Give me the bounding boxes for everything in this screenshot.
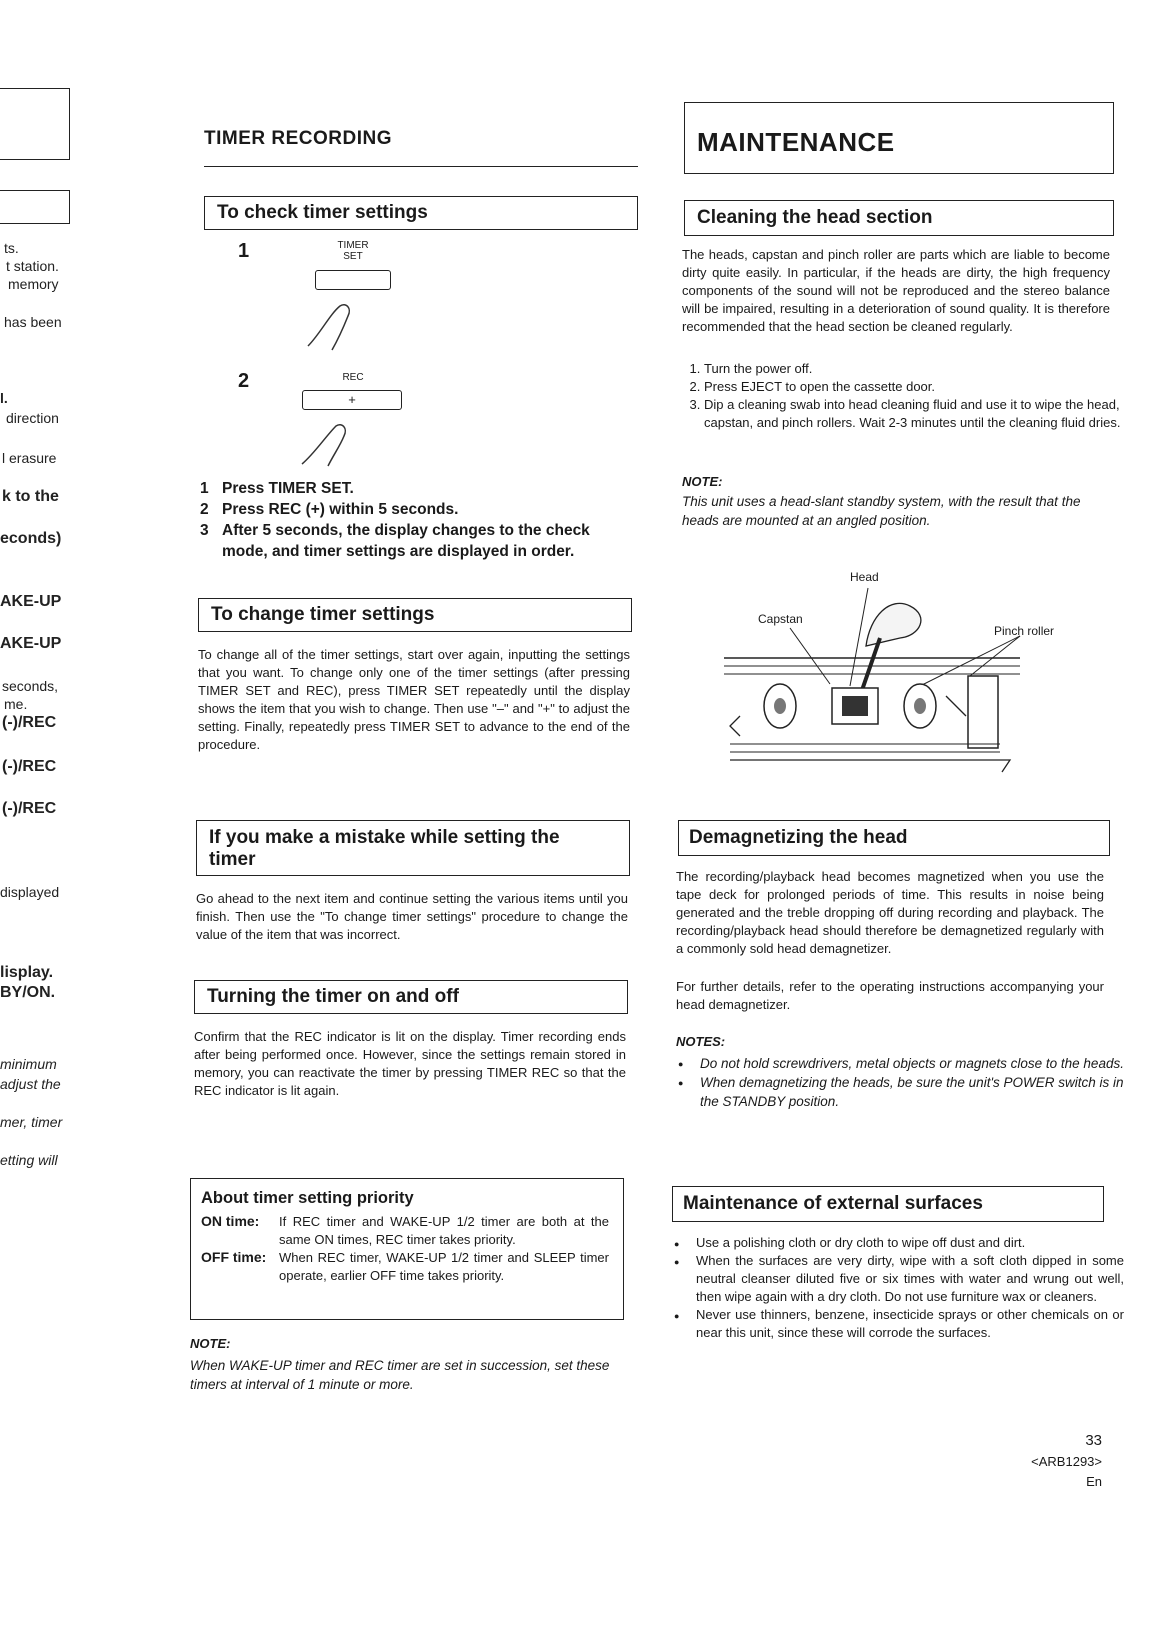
list-item: ● Never use thinners, benzene, insecticide sprays or other chemicals on or near this unit, since these will corrode the surfaces. — [696, 1306, 1124, 1342]
finger-press-icon — [300, 294, 360, 354]
timer-note-label: NOTE: — [190, 1336, 231, 1351]
timer-note-text: When WAKE-UP timer and REC timer are set in succession, set these timers at interval of 1 minute or more. — [190, 1358, 610, 1392]
box-title: Cleaning the head section — [697, 207, 933, 228]
margin-frame-top — [0, 88, 70, 160]
cassette-head-diagram — [720, 566, 1080, 786]
list-item: 1. Turn the power off. — [704, 360, 1132, 378]
margin-text: minimum — [0, 1056, 57, 1072]
label-head: Head — [850, 570, 879, 584]
timer-set-label: TIMER SET — [337, 240, 369, 262]
margin-text: k to the — [2, 488, 59, 505]
margin-text: ts. — [4, 240, 19, 256]
change-timer-body: To change all of the timer settings, start over again, inputting the settings that you want. To change only one of the timer settings (after pressing TIMER SET and REC), press TIMER SET repeatedly until the display shows the item that you wish to change. Then use "–" and "+" to adjust the setting. Finally, repeatedly press TIMER SET to advance to the end of the procedure. — [198, 647, 630, 752]
rec-label: REC — [342, 372, 364, 383]
margin-text: me. — [4, 696, 28, 712]
margin-text: memory — [8, 276, 59, 292]
page-title: MAINTENANCE — [697, 127, 895, 157]
box-demagnetizing — [678, 820, 1110, 856]
section-header-timer-recording: TIMER RECORDING — [204, 128, 392, 149]
list-item: 1 Press TIMER SET. — [200, 480, 354, 497]
list-item: 3 After 5 seconds, the display changes to the check mode, and timer settings are displayed in order. — [200, 522, 590, 560]
margin-text: (-)/REC — [2, 758, 57, 775]
box-title: Turning the timer on and off — [207, 986, 459, 1007]
list-item: 2 Press REC (+) within 5 seconds. — [200, 501, 459, 518]
margin-text: l erasure — [2, 450, 57, 466]
rec-plus-button-icon — [302, 390, 402, 410]
margin-text: AKE-UP — [0, 593, 62, 610]
on-time-text: If REC timer and WAKE-UP 1/2 timer are both at the same ON times, REC timer takes priority. — [279, 1214, 609, 1247]
header-rule — [204, 166, 638, 167]
margin-text: has been — [4, 314, 62, 330]
document-code: <ARB1293> — [1031, 1454, 1102, 1469]
box-mistake — [196, 820, 630, 876]
list-item: ● When demagnetizing the heads, be sure the unit's POWER switch is in the STANDBY position. — [700, 1073, 1128, 1111]
margin-text: mer, timer — [0, 1114, 63, 1130]
check-steps-list — [200, 478, 636, 562]
demag-notes-label: NOTES: — [676, 1034, 726, 1049]
mistake-body: Go ahead to the next item and continue setting the various items until you finish. Then use the "To change timer settings" procedure to change the value of the item that was incorrect. — [196, 891, 628, 942]
figure-number: 2 — [238, 370, 250, 392]
demag-body-2: For further details, refer to the operating instructions accompanying your head demagnetizer. — [676, 979, 1104, 1012]
margin-text: displayed — [0, 884, 60, 900]
page-number: 33 — [1085, 1432, 1102, 1449]
onoff-body: Confirm that the REC indicator is lit on the display. Timer recording ends after being performed once. However, since the settings remain stored in memory, you can reactivate the timer by pressing TIMER REC so that the REC indicator is lit again. — [194, 1029, 626, 1098]
label-pinch-roller: Pinch roller — [994, 624, 1055, 638]
box-title: To check timer settings — [217, 202, 428, 223]
box-cleaning — [684, 200, 1114, 236]
box-change-timer — [198, 598, 632, 632]
head-illustration — [720, 566, 1080, 786]
plus-symbol: + — [348, 392, 356, 407]
box-title: If you make a mistake while setting the timer — [209, 827, 560, 870]
margin-text: econds) — [0, 530, 62, 547]
box-check-timer — [204, 196, 638, 230]
label-capstan: Capstan — [758, 612, 803, 626]
margin-text: (-)/REC — [2, 714, 57, 731]
finger-press-icon — [296, 414, 356, 470]
timer-set-button-icon — [315, 270, 391, 290]
margin-text: t station. — [6, 258, 59, 274]
box-title: Demagnetizing the head — [689, 827, 908, 848]
margin-text: lisplay. — [0, 964, 54, 981]
margin-frame-2 — [0, 190, 70, 224]
list-item: ● Do not hold screwdrivers, metal objects or magnets close to the heads. — [700, 1054, 1128, 1073]
cleaning-note-label: NOTE: — [682, 474, 723, 489]
margin-text: seconds, — [2, 678, 59, 694]
external-surfaces-list — [672, 1234, 1124, 1342]
list-item: 2. Press EJECT to open the cassette door. — [704, 378, 1132, 396]
off-time-label: OFF time: — [201, 1249, 267, 1265]
box-external-surfaces — [672, 1186, 1104, 1222]
priority-title: About timer setting priority — [201, 1189, 414, 1207]
margin-text: (-)/REC — [2, 800, 57, 817]
list-item: ● Use a polishing cloth or dry cloth to wipe off dust and dirt. — [696, 1234, 1124, 1252]
box-title: To change timer settings — [211, 604, 435, 625]
margin-text: adjust the — [0, 1076, 61, 1092]
box-priority — [190, 1178, 624, 1320]
figure-step-2 — [230, 364, 430, 474]
maintenance-header-box — [684, 102, 1114, 174]
language-code: En — [1086, 1474, 1102, 1489]
cleaning-note-text: This unit uses a head-slant standby system, with the result that the heads are mounted at an angled position. — [682, 494, 1081, 528]
box-onoff — [194, 980, 628, 1014]
cleaning-body: The heads, capstan and pinch roller are parts which are liable to become dirty quite easily. In particular, if the heads are dirty, the high frequency components of the sound will not be reproduced and the stereo balance will be impaired, resulting in a deterioration of sound quality. It is therefore recommended that the head section be cleaned regularly. — [682, 247, 1110, 334]
box-title: Maintenance of external surfaces — [683, 1193, 983, 1214]
margin-text: AKE-UP — [0, 635, 62, 652]
demag-body-1: The recording/playback head becomes magnetized when you use the tape deck for prolonged periods of time. This results in noise being generated and the treble dropping off during recording and playback. The recording/playback head should therefore be demagnetized regularly with a commonly sold head demagnetizer. — [676, 869, 1104, 956]
margin-text: direction — [6, 410, 59, 426]
cleaning-steps — [682, 360, 1132, 432]
margin-text: BY/ON. — [0, 984, 56, 1001]
margin-text: l. — [0, 390, 8, 406]
figure-step-1 — [230, 236, 430, 356]
figure-number: 1 — [238, 240, 250, 262]
list-item: 3. Dip a cleaning swab into head cleaning fluid and use it to wipe the head, capstan, and pinch rollers. Wait 2-3 minutes until the cleaning fluid dries. — [704, 396, 1132, 432]
off-time-text: When REC timer, WAKE-UP 1/2 timer and SLEEP timer operate, earlier OFF time takes priority. — [279, 1250, 609, 1283]
margin-text: etting will — [0, 1152, 58, 1168]
on-time-label: ON time: — [201, 1213, 260, 1229]
demag-notes-list — [676, 1054, 1128, 1111]
list-item: ● When the surfaces are very dirty, wipe with a soft cloth dipped in some neutral cleanser diluted five or six times with water and wrung out well, then wipe again with a dry cloth. Do not use furniture wax or cleaners. — [696, 1252, 1124, 1306]
